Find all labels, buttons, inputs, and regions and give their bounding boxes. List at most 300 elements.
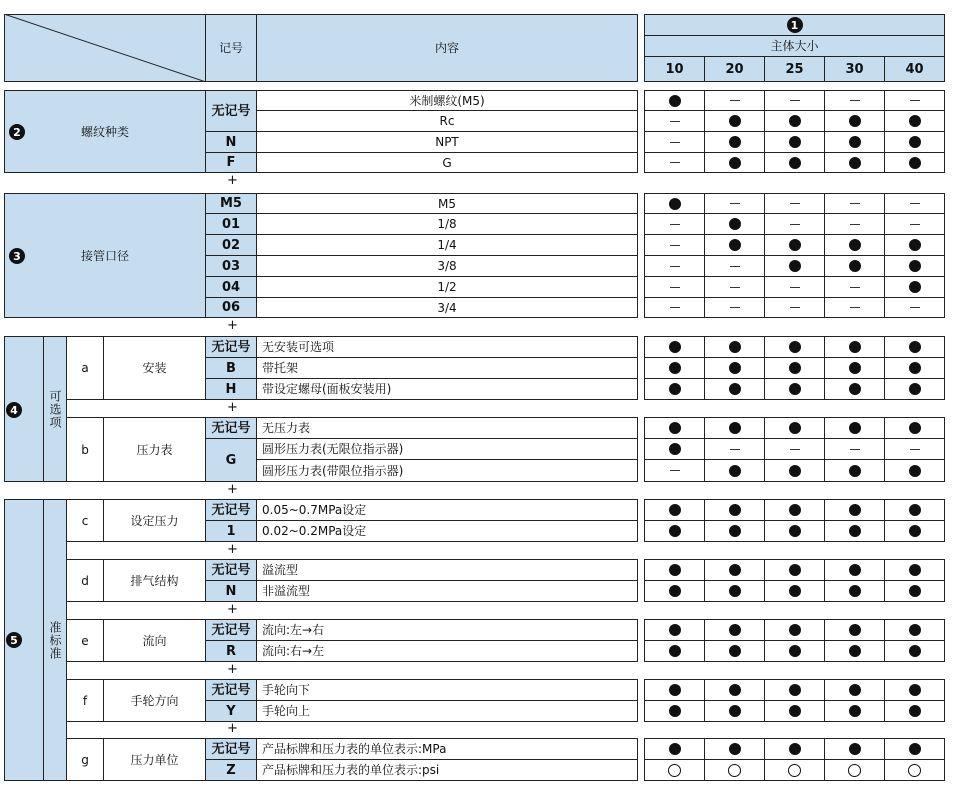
- available-dot-icon: [909, 465, 921, 477]
- availability-cell: [644, 110, 705, 132]
- availability-cell: [764, 679, 825, 701]
- code-cell: N: [205, 131, 257, 153]
- options-label: 可选项: [43, 336, 67, 482]
- available-dot-icon: [729, 157, 741, 169]
- availability-cell: [704, 378, 765, 400]
- availability-cell: [644, 700, 705, 722]
- available-dot-icon: [909, 157, 921, 169]
- code-cell: 无记号: [205, 499, 257, 521]
- availability-cell: [824, 700, 885, 722]
- port-size-label: 接管口径: [80, 248, 129, 263]
- content-cell: 产品标牌和压力表的单位表示:MPa: [256, 738, 638, 760]
- availability-cell: [764, 378, 825, 400]
- availability-cell: [644, 738, 705, 760]
- available-dot-icon: [849, 465, 861, 477]
- code-cell: Y: [205, 700, 257, 722]
- availability-cell: [824, 499, 885, 521]
- content-cell: 流向:右→左: [256, 640, 638, 662]
- availability-cell: [644, 90, 705, 111]
- available-dot-icon: [909, 564, 921, 576]
- available-dot-icon: [909, 504, 921, 516]
- option-circle-icon: [908, 764, 921, 777]
- available-dot-icon: [909, 585, 921, 597]
- available-dot-icon: [909, 383, 921, 395]
- content-cell: 无安装可选项: [256, 336, 638, 358]
- availability-cell: [884, 357, 945, 379]
- availability-cell: [704, 131, 765, 153]
- code-cell: 04: [205, 276, 257, 298]
- availability-cell: [824, 276, 885, 298]
- unavailable-dash-icon: [850, 307, 860, 308]
- code-cell: R: [205, 640, 257, 662]
- content-cell: 圆形压力表(带限位指示器): [256, 459, 638, 482]
- availability-cell: [704, 640, 765, 662]
- availability-cell: [704, 297, 765, 318]
- unavailable-dash-icon: [730, 449, 740, 450]
- available-dot-icon: [789, 585, 801, 597]
- availability-cell: [764, 336, 825, 358]
- available-dot-icon: [789, 525, 801, 537]
- available-dot-icon: [909, 260, 921, 272]
- availability-cell: [884, 459, 945, 482]
- unavailable-dash-icon: [730, 203, 740, 204]
- available-dot-icon: [909, 341, 921, 353]
- availability-cell: [644, 559, 705, 581]
- content-cell: 产品标牌和压力表的单位表示:psi: [256, 759, 638, 781]
- size-header-40: 40: [884, 56, 945, 82]
- availability-cell: [704, 90, 765, 111]
- content-cell: 3/4: [256, 297, 638, 318]
- availability-cell: [704, 759, 765, 781]
- available-dot-icon: [909, 645, 921, 657]
- available-dot-icon: [789, 743, 801, 755]
- unavailable-dash-icon: [850, 100, 860, 101]
- available-dot-icon: [849, 684, 861, 696]
- unavailable-dash-icon: [790, 449, 800, 450]
- content-cell: 带托架: [256, 357, 638, 379]
- content-cell: 无压力表: [256, 417, 638, 439]
- available-dot-icon: [789, 157, 801, 169]
- availability-cell: [644, 499, 705, 521]
- unavailable-dash-icon: [850, 449, 860, 450]
- content-cell: 手轮向下: [256, 679, 638, 701]
- availability-cell: [884, 738, 945, 760]
- available-dot-icon: [669, 341, 681, 353]
- availability-cell: [644, 520, 705, 542]
- available-dot-icon: [669, 585, 681, 597]
- option-letter-d: d: [66, 559, 104, 602]
- options-section-num-cell: [4, 336, 44, 482]
- availability-cell: [884, 520, 945, 542]
- availability-cell: [644, 640, 705, 662]
- unavailable-dash-icon: [790, 100, 800, 101]
- unavailable-dash-icon: [670, 142, 680, 143]
- available-dot-icon: [789, 422, 801, 434]
- available-dot-icon: [909, 705, 921, 717]
- available-dot-icon: [669, 645, 681, 657]
- content-cell: 米制螺纹(M5): [256, 90, 638, 111]
- content-cell: 1/2: [256, 276, 638, 298]
- availability-cell: [884, 378, 945, 400]
- unavailable-dash-icon: [730, 287, 740, 288]
- available-dot-icon: [729, 645, 741, 657]
- code-cell: G: [205, 438, 257, 482]
- unavailable-dash-icon: [670, 224, 680, 225]
- option-circle-icon: [788, 764, 801, 777]
- standard-section-num-cell: [4, 499, 44, 781]
- availability-cell: [704, 559, 765, 581]
- available-dot-icon: [669, 95, 681, 107]
- content-cell: 0.02~0.2MPa设定: [256, 520, 638, 542]
- availability-cell: [884, 255, 945, 277]
- option-name-gauge: 压力表: [103, 417, 206, 482]
- available-dot-icon: [669, 504, 681, 516]
- availability-cell: [644, 679, 705, 701]
- code-cell: Z: [205, 759, 257, 781]
- code-cell: 03: [205, 255, 257, 277]
- unavailable-dash-icon: [850, 224, 860, 225]
- available-dot-icon: [909, 239, 921, 251]
- unavailable-dash-icon: [730, 100, 740, 101]
- availability-cell: [764, 255, 825, 277]
- availability-cell: [644, 255, 705, 277]
- available-dot-icon: [849, 564, 861, 576]
- availability-cell: [644, 378, 705, 400]
- availability-cell: [764, 619, 825, 641]
- option-circle-icon: [848, 764, 861, 777]
- option-name-pressure-unit: 压力单位: [103, 738, 206, 781]
- availability-cell: [704, 193, 765, 214]
- content-cell: Rc: [256, 110, 638, 132]
- availability-cell: [824, 152, 885, 173]
- available-dot-icon: [789, 564, 801, 576]
- availability-cell: [824, 580, 885, 602]
- availability-cell: [764, 357, 825, 379]
- available-dot-icon: [729, 136, 741, 148]
- availability-cell: [704, 276, 765, 298]
- available-dot-icon: [849, 341, 861, 353]
- option-letter-a: a: [66, 336, 104, 400]
- available-dot-icon: [669, 383, 681, 395]
- available-dot-icon: [789, 624, 801, 636]
- option-circle-icon: [728, 764, 741, 777]
- available-dot-icon: [909, 525, 921, 537]
- availability-cell: [644, 336, 705, 358]
- content-cell: 圆形压力表(无限位指示器): [256, 438, 638, 460]
- available-dot-icon: [669, 684, 681, 696]
- available-dot-icon: [849, 645, 861, 657]
- available-dot-icon: [669, 705, 681, 717]
- availability-cell: [824, 234, 885, 256]
- availability-cell: [884, 152, 945, 173]
- available-dot-icon: [729, 341, 741, 353]
- available-dot-icon: [849, 504, 861, 516]
- thread-type-label: 螺纹种类: [80, 124, 129, 139]
- available-dot-icon: [789, 504, 801, 516]
- available-dot-icon: [789, 362, 801, 374]
- availability-cell: [764, 559, 825, 581]
- available-dot-icon: [909, 115, 921, 127]
- code-cell: B: [205, 357, 257, 379]
- size-header-25: 25: [764, 56, 825, 82]
- availability-cell: [644, 459, 705, 482]
- code-cell: 06: [205, 297, 257, 318]
- availability-cell: [764, 131, 825, 153]
- availability-cell: [884, 213, 945, 235]
- section-number-4: 4: [6, 402, 22, 418]
- standard-label: 准标准: [43, 499, 67, 781]
- available-dot-icon: [849, 525, 861, 537]
- unavailable-dash-icon: [790, 287, 800, 288]
- availability-cell: [644, 619, 705, 641]
- code-cell: H: [205, 378, 257, 400]
- size-header-10: 10: [644, 56, 705, 82]
- content-cell: 0.05~0.7MPa设定: [256, 499, 638, 521]
- content-cell: 1/4: [256, 234, 638, 256]
- availability-cell: [704, 110, 765, 132]
- available-dot-icon: [669, 198, 681, 210]
- content-cell: 3/8: [256, 255, 638, 277]
- available-dot-icon: [669, 743, 681, 755]
- code-cell: F: [205, 152, 257, 173]
- section-number-1: 1: [787, 17, 803, 33]
- option-name-handwheel: 手轮方向: [103, 679, 206, 722]
- availability-cell: [824, 417, 885, 439]
- unavailable-dash-icon: [670, 162, 680, 163]
- available-dot-icon: [789, 260, 801, 272]
- option-name-set-pressure: 设定压力: [103, 499, 206, 542]
- available-dot-icon: [729, 585, 741, 597]
- availability-cell: [824, 90, 885, 111]
- availability-cell: [704, 438, 765, 460]
- available-dot-icon: [729, 115, 741, 127]
- availability-cell: [644, 297, 705, 318]
- plus-sign: +: [227, 662, 238, 677]
- available-dot-icon: [909, 136, 921, 148]
- availability-cell: [764, 520, 825, 542]
- availability-cell: [824, 131, 885, 153]
- availability-cell: [824, 679, 885, 701]
- code-cell: 无记号: [205, 559, 257, 581]
- section-number-2: 2: [9, 124, 25, 140]
- availability-cell: [644, 357, 705, 379]
- availability-cell: [884, 679, 945, 701]
- available-dot-icon: [789, 465, 801, 477]
- plus-sign: +: [227, 318, 238, 333]
- option-letter-b: b: [66, 417, 104, 482]
- availability-cell: [884, 438, 945, 460]
- available-dot-icon: [789, 705, 801, 717]
- availability-cell: [824, 213, 885, 235]
- available-dot-icon: [789, 136, 801, 148]
- code-cell: 无记号: [205, 738, 257, 760]
- available-dot-icon: [909, 684, 921, 696]
- available-dot-icon: [669, 564, 681, 576]
- available-dot-icon: [789, 239, 801, 251]
- available-dot-icon: [909, 362, 921, 374]
- unavailable-dash-icon: [670, 121, 680, 122]
- availability-cell: [644, 759, 705, 781]
- available-dot-icon: [729, 624, 741, 636]
- unavailable-dash-icon: [910, 224, 920, 225]
- availability-cell: [884, 297, 945, 318]
- option-letter-e: e: [66, 619, 104, 662]
- available-dot-icon: [789, 341, 801, 353]
- availability-cell: [824, 438, 885, 460]
- availability-cell: [764, 276, 825, 298]
- available-dot-icon: [729, 422, 741, 434]
- available-dot-icon: [669, 624, 681, 636]
- availability-cell: [704, 459, 765, 482]
- availability-cell: [644, 131, 705, 153]
- availability-cell: [824, 759, 885, 781]
- unavailable-dash-icon: [790, 307, 800, 308]
- unavailable-dash-icon: [910, 203, 920, 204]
- code-cell: 无记号: [205, 90, 257, 132]
- code-cell: M5: [205, 193, 257, 214]
- availability-cell: [764, 499, 825, 521]
- availability-cell: [884, 234, 945, 256]
- availability-cell: [764, 759, 825, 781]
- code-cell: 无记号: [205, 336, 257, 358]
- availability-cell: [824, 255, 885, 277]
- availability-cell: [884, 759, 945, 781]
- available-dot-icon: [849, 362, 861, 374]
- availability-cell: [884, 90, 945, 111]
- availability-cell: [644, 276, 705, 298]
- plus-sign: +: [227, 542, 238, 557]
- content-cell: NPT: [256, 131, 638, 153]
- availability-cell: [704, 499, 765, 521]
- code-cell: 02: [205, 234, 257, 256]
- available-dot-icon: [669, 422, 681, 434]
- availability-cell: [644, 580, 705, 602]
- option-name-exhaust: 排气结构: [103, 559, 206, 602]
- availability-cell: [644, 152, 705, 173]
- availability-cell: [704, 234, 765, 256]
- plus-sign: +: [227, 173, 238, 188]
- code-cell: N: [205, 580, 257, 602]
- availability-cell: [824, 738, 885, 760]
- availability-cell: [824, 459, 885, 482]
- availability-cell: [764, 738, 825, 760]
- available-dot-icon: [789, 115, 801, 127]
- availability-cell: [884, 336, 945, 358]
- available-dot-icon: [849, 260, 861, 272]
- availability-cell: [764, 213, 825, 235]
- available-dot-icon: [909, 624, 921, 636]
- diagonal-line: [4, 14, 206, 82]
- available-dot-icon: [729, 504, 741, 516]
- available-dot-icon: [909, 422, 921, 434]
- unavailable-dash-icon: [910, 307, 920, 308]
- availability-cell: [824, 559, 885, 581]
- available-dot-icon: [729, 705, 741, 717]
- content-cell: 1/8: [256, 213, 638, 235]
- availability-cell: [704, 738, 765, 760]
- availability-cell: [704, 679, 765, 701]
- availability-cell: [704, 255, 765, 277]
- unavailable-dash-icon: [850, 203, 860, 204]
- available-dot-icon: [849, 157, 861, 169]
- unavailable-dash-icon: [850, 287, 860, 288]
- availability-cell: [704, 417, 765, 439]
- option-letter-g: g: [66, 738, 104, 781]
- availability-cell: [644, 234, 705, 256]
- availability-cell: [644, 438, 705, 460]
- option-name-mounting: 安装: [103, 336, 206, 400]
- section-number-5: 5: [6, 632, 22, 648]
- unavailable-dash-icon: [790, 203, 800, 204]
- availability-cell: [884, 499, 945, 521]
- availability-cell: [704, 152, 765, 173]
- available-dot-icon: [789, 684, 801, 696]
- unavailable-dash-icon: [670, 470, 680, 471]
- available-dot-icon: [849, 239, 861, 251]
- availability-cell: [764, 152, 825, 173]
- thread-section-label-cell: [4, 90, 206, 173]
- available-dot-icon: [849, 136, 861, 148]
- available-dot-icon: [729, 362, 741, 374]
- availability-cell: [884, 193, 945, 214]
- availability-cell: [824, 336, 885, 358]
- header-size-number-cell: [644, 14, 945, 36]
- option-letter-c: c: [66, 499, 104, 542]
- available-dot-icon: [909, 743, 921, 755]
- availability-cell: [764, 580, 825, 602]
- availability-cell: [704, 213, 765, 235]
- availability-cell: [824, 378, 885, 400]
- content-cell: 非溢流型: [256, 580, 638, 602]
- unavailable-dash-icon: [910, 100, 920, 101]
- available-dot-icon: [849, 705, 861, 717]
- available-dot-icon: [729, 684, 741, 696]
- plus-sign: +: [227, 721, 238, 736]
- available-dot-icon: [729, 218, 741, 230]
- available-dot-icon: [729, 564, 741, 576]
- availability-cell: [644, 193, 705, 214]
- unavailable-dash-icon: [730, 266, 740, 267]
- availability-cell: [884, 559, 945, 581]
- header-content-cell: 内容: [256, 14, 638, 82]
- unavailable-dash-icon: [670, 245, 680, 246]
- available-dot-icon: [849, 624, 861, 636]
- option-letter-f: f: [66, 679, 104, 722]
- size-header-20: 20: [704, 56, 765, 82]
- availability-cell: [764, 193, 825, 214]
- content-cell: 流向:左→右: [256, 619, 638, 641]
- unavailable-dash-icon: [670, 307, 680, 308]
- availability-cell: [884, 619, 945, 641]
- availability-cell: [704, 520, 765, 542]
- unavailable-dash-icon: [670, 266, 680, 267]
- availability-cell: [824, 640, 885, 662]
- content-cell: 溢流型: [256, 559, 638, 581]
- option-circle-icon: [668, 764, 681, 777]
- unavailable-dash-icon: [670, 287, 680, 288]
- available-dot-icon: [669, 362, 681, 374]
- availability-cell: [824, 619, 885, 641]
- content-cell: G: [256, 152, 638, 173]
- code-cell: 01: [205, 213, 257, 235]
- availability-cell: [764, 234, 825, 256]
- availability-cell: [704, 580, 765, 602]
- availability-cell: [884, 700, 945, 722]
- header-code-cell: 记号: [205, 14, 257, 82]
- availability-cell: [884, 580, 945, 602]
- availability-cell: [704, 700, 765, 722]
- available-dot-icon: [909, 281, 921, 293]
